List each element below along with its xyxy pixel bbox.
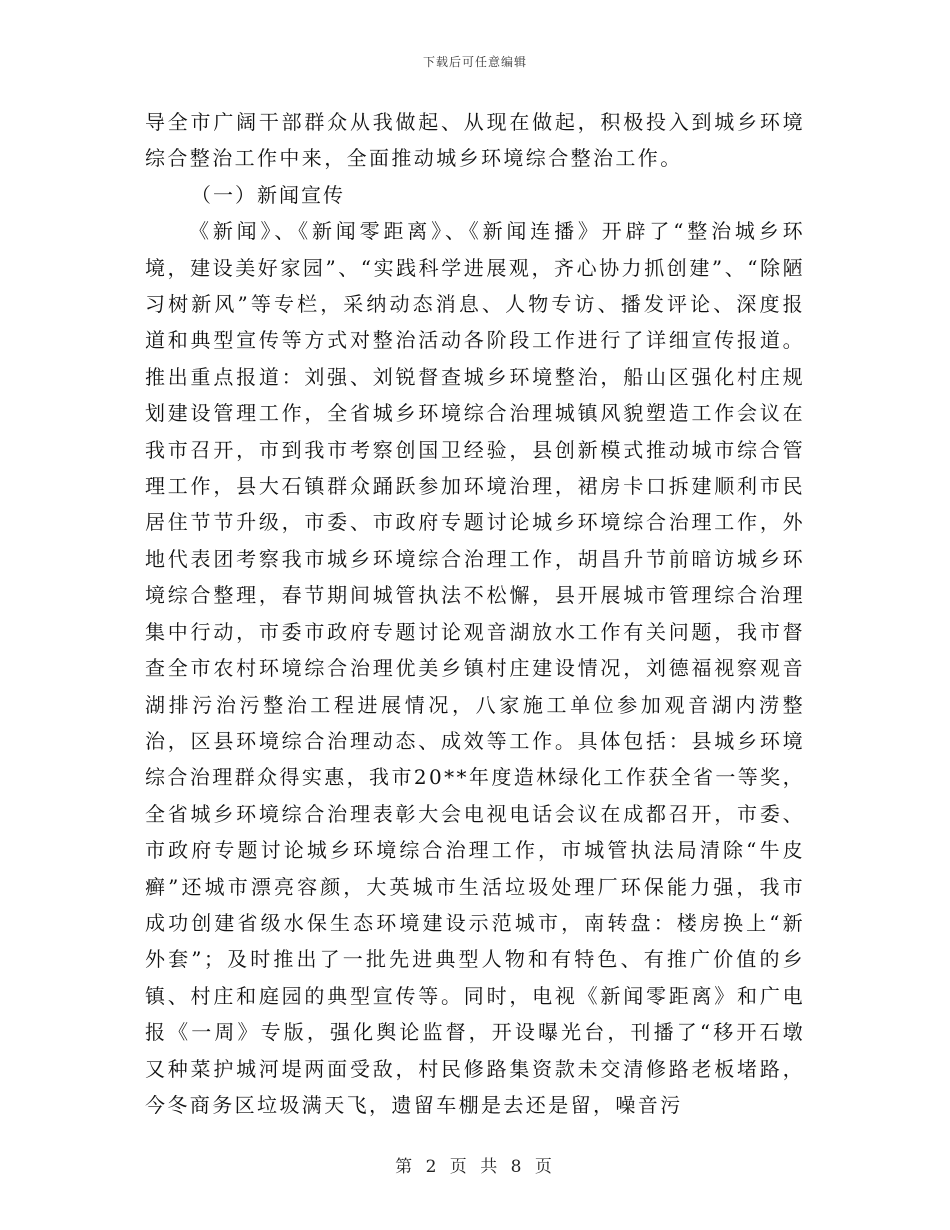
section-heading: （一）新闻宣传 <box>191 182 345 207</box>
page-number: 第 2 页 共 8 页 <box>395 1157 555 1177</box>
document-body <box>145 104 805 1123</box>
paragraph-continuation: 导全市广阔干部群众从我做起、从现在做起，积极投入到城乡环境综合整治工作中来，全面推动城乡环境综合整治工作。 <box>145 110 805 171</box>
page-header-note: 下载后可任意编辑 <box>422 55 527 69</box>
paragraph-news-publicity: 《新闻》、《新闻零距离》、《新闻连播》开辟了“整治城乡环境，建设美好家园”、“实践科学进展观，齐心协力抓创建”、“除陋习树新风”等专栏，采纳动态消息、人物专访、播发评论、深度报道和典型宣传等方式对整治活动各阶段工作进行了详细宣传报道。推出重点报道：刘强、刘锐督查城乡环境整治，船山区强化村庄规划建设管理工作，全省城乡环境综合治理城镇风貌塑造工作会议在我市召开，市到我市考察创国卫经验，县创新模式推动城市综合管理工作，县大石镇群众踊跃参加环境治理，裙房卡口拆建顺利市民居住节节升级，市委、市政府专题讨论城乡环境综合治理工作，外地代表团考察我市城乡环境综合治理工作，胡昌升节前暗访城乡环境综合整理，春节期间城管执法不松懈，县开展城市管理综合治理集中行动，市委市政府专题讨论观音湖放水工作有关问题，我市督查全市农村环境综合治理优美乡镇村庄建设情况，刘德福视察观音湖排污治污整治工程进展情况，八家施工单位参加观音湖内涝整治，区县环境综合治理动态、成效等工作。具体包括：县城乡环境综合治理群众得实惠，我市20**年度造林绿化工作获全省一等奖，全省城乡环境综合治理表彰大会电视电话会议在成都召开，市委、市政府专题讨论城乡环境综合治理工作，市城管执法局清除“牛皮癣”还城市漂亮容颜，大英城市生活垃圾处理厂环保能力强，我市成功创建省级水保生态环境建设示范城市，南转盘：楼房换上“新外套”；及时推出了一批先进典型人物和有特色、有推广价值的乡镇、村庄和庭园的典型宣传等。同时，电视《新闻零距离》和广电报《一周》专版，强化舆论监督，开设曝光台，刊播了“移开石墩又种菜护城河堤两面受敌，村民修路集资款未交清修路老板堵路，今冬商务区垃圾满天飞，遗留车棚是去还是留，噪音污 <box>145 219 805 1117</box>
